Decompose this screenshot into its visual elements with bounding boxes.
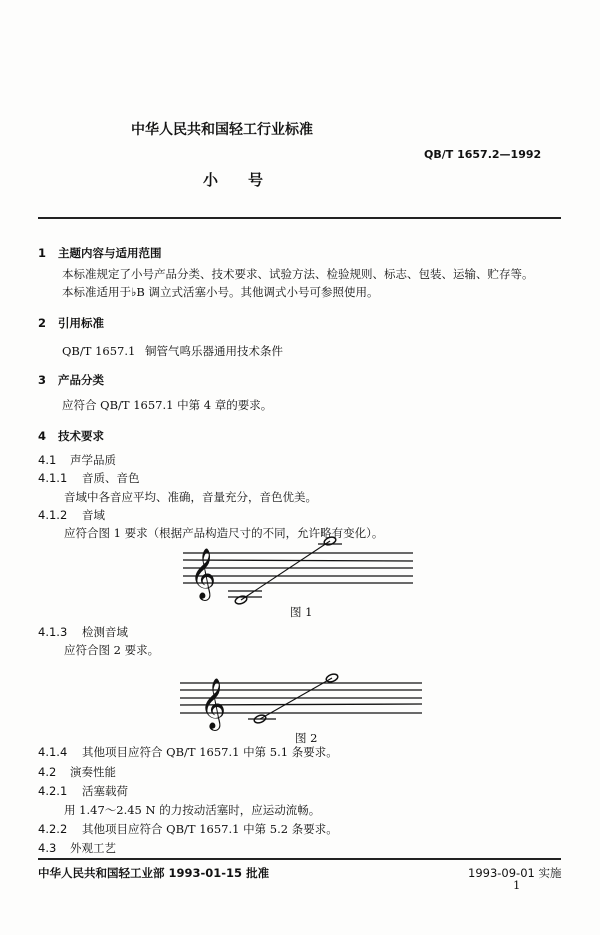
footer-rule xyxy=(38,858,561,860)
page-number: 1 xyxy=(513,878,521,892)
section-4-1-3-para: 应符合图 2 要求。 xyxy=(64,643,160,657)
section-4-1-1-title: 音质、音色 xyxy=(82,471,140,485)
section-4-1-2-para: 应符合图 1 要求（根据产品构造尺寸的不同，允许略有变化）。 xyxy=(64,526,384,540)
section-1-title: 主题内容与适用范围 xyxy=(58,246,162,260)
figure-2-caption: 图 2 xyxy=(295,731,318,745)
figure-1-caption: 图 1 xyxy=(290,605,313,619)
section-4-title: 技术要求 xyxy=(58,429,104,443)
section-4-2-2-title: 其他项目应符合 QB/T 1657.1 中第 5.2 条要求。 xyxy=(82,822,338,836)
figure-2-treble-clef-icon: 𝄞 xyxy=(200,678,227,729)
section-4-2-1-title: 活塞载荷 xyxy=(82,784,128,798)
section-1-number: 1 xyxy=(38,246,47,260)
effective-date: 1993-09-01 实施 xyxy=(468,866,562,880)
section-1-para-2: 本标准适用于♭B 调立式活塞小号。其他调式小号可参照使用。 xyxy=(62,285,379,299)
figure-1-treble-clef-icon: 𝄞 xyxy=(190,548,217,599)
figure-1-staff xyxy=(183,541,413,600)
section-4-1-number: 4.1 xyxy=(38,453,57,467)
reference-code: QB/T 1657.1 xyxy=(62,344,136,358)
section-4-1-title: 声学品质 xyxy=(70,453,116,467)
document-title: 小 号 xyxy=(203,171,264,189)
section-3-number: 3 xyxy=(38,373,47,387)
org-title: 中华人民共和国轻工行业标准 xyxy=(131,122,313,138)
section-4-3-number: 4.3 xyxy=(38,841,57,855)
standard-number: QB/T 1657.2—1992 xyxy=(424,148,542,161)
section-4-2-1-para: 用 1.47～2.45 N 的力按动活塞时，应运动流畅。 xyxy=(64,803,321,817)
section-4-2-title: 演奏性能 xyxy=(70,765,116,779)
section-4-2-number: 4.2 xyxy=(38,765,57,779)
section-4-1-2-number: 4.1.2 xyxy=(38,508,68,522)
section-4-1-1-number: 4.1.1 xyxy=(38,471,68,485)
section-4-1-3-title: 检测音域 xyxy=(82,625,128,639)
section-3-title: 产品分类 xyxy=(58,373,104,387)
section-4-number: 4 xyxy=(38,429,47,443)
section-2-number: 2 xyxy=(38,316,47,330)
reference-title: 铜管气鸣乐器通用技术条件 xyxy=(145,344,283,358)
section-1-para-1: 本标准规定了小号产品分类、技术要求、试验方法、检验规则、标志、包装、运输、贮存等。 xyxy=(62,267,534,281)
section-4-1-3-number: 4.1.3 xyxy=(38,625,68,639)
section-4-1-4-title: 其他项目应符合 QB/T 1657.1 中第 5.1 条要求。 xyxy=(82,745,338,759)
section-4-2-2-number: 4.2.2 xyxy=(38,822,68,836)
section-4-1-1-para: 音域中各音应平均、准确，音量充分，音色优美。 xyxy=(64,490,317,504)
section-4-3-title: 外观工艺 xyxy=(70,841,116,855)
approval-date: 中华人民共和国轻工业部 1993-01-15 批准 xyxy=(38,866,270,880)
section-4-1-4-number: 4.1.4 xyxy=(38,745,68,759)
section-4-2-1-number: 4.2.1 xyxy=(38,784,68,798)
section-2-title: 引用标准 xyxy=(58,316,104,330)
section-4-1-2-title: 音域 xyxy=(82,508,105,522)
section-3-para: 应符合 QB/T 1657.1 中第 4 章的要求。 xyxy=(62,398,273,412)
